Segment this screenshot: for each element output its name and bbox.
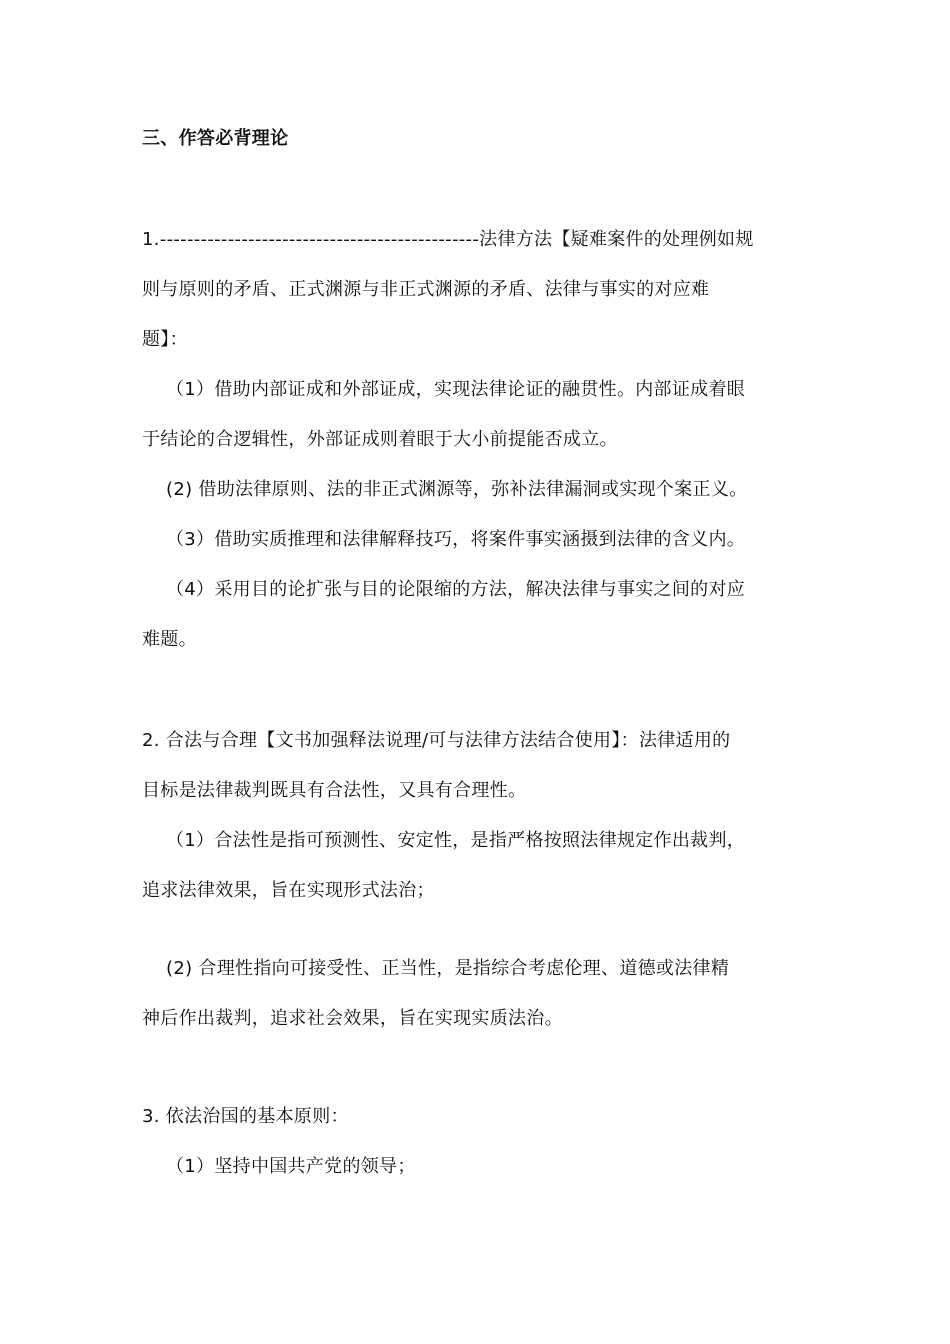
- section2-item2-line2: 神后作出裁判，追求社会效果，旨在实现实质法治。: [142, 1008, 563, 1029]
- section3-line1: 3. 依法治国的基本原则：: [142, 1106, 349, 1127]
- section1-item4-line2: 难题。: [142, 629, 197, 650]
- section2-item1-line1: （1）合法性是指可预测性、安定性，是指严格按照法律规定作出裁判，: [166, 830, 746, 851]
- section1-item1-line1: （1）借助内部证成和外部证成，实现法律论证的融贯性。内部证成着眼: [166, 379, 746, 400]
- section2-line2: 目标是法律裁判既具有合法性，又具有合理性。: [142, 780, 527, 801]
- section1-line3: 题】：: [142, 329, 188, 350]
- section1-item4-line1: （4）采用目的论扩张与目的论限缩的方法，解决法律与事实之间的对应: [166, 579, 746, 600]
- section-heading: 三、作答必背理论: [142, 128, 289, 149]
- section1-item2: (2) 借助法律原则、法的非正式渊源等，弥补法律漏洞或实现个案正义。: [166, 479, 748, 500]
- section2-line1: 2. 合法与合理【文书加强释法说理/可与法律方法结合使用】：法律适用的: [142, 730, 731, 751]
- section1-item3: （3）借助实质推理和法律解释技巧，将案件事实涵摄到法律的含义内。: [166, 529, 746, 550]
- section1-item1-line2: 于结论的合逻辑性，外部证成则着眼于大小前提能否成立。: [142, 429, 618, 450]
- section1-line1: 1.-----------------------------------------------法律方法【疑难案件的处理例如规: [142, 229, 754, 250]
- section3-item1: （1）坚持中国共产党的领导；: [166, 1156, 416, 1177]
- section2-item2-line1: (2) 合理性指向可接受性、正当性，是指综合考虑伦理、道德或法律精: [166, 958, 730, 979]
- section1-line2: 则与原则的矛盾、正式渊源与非正式渊源的矛盾、法律与事实的对应难: [142, 279, 710, 300]
- section2-item1-line2: 追求法律效果，旨在实现形式法治；: [142, 880, 435, 901]
